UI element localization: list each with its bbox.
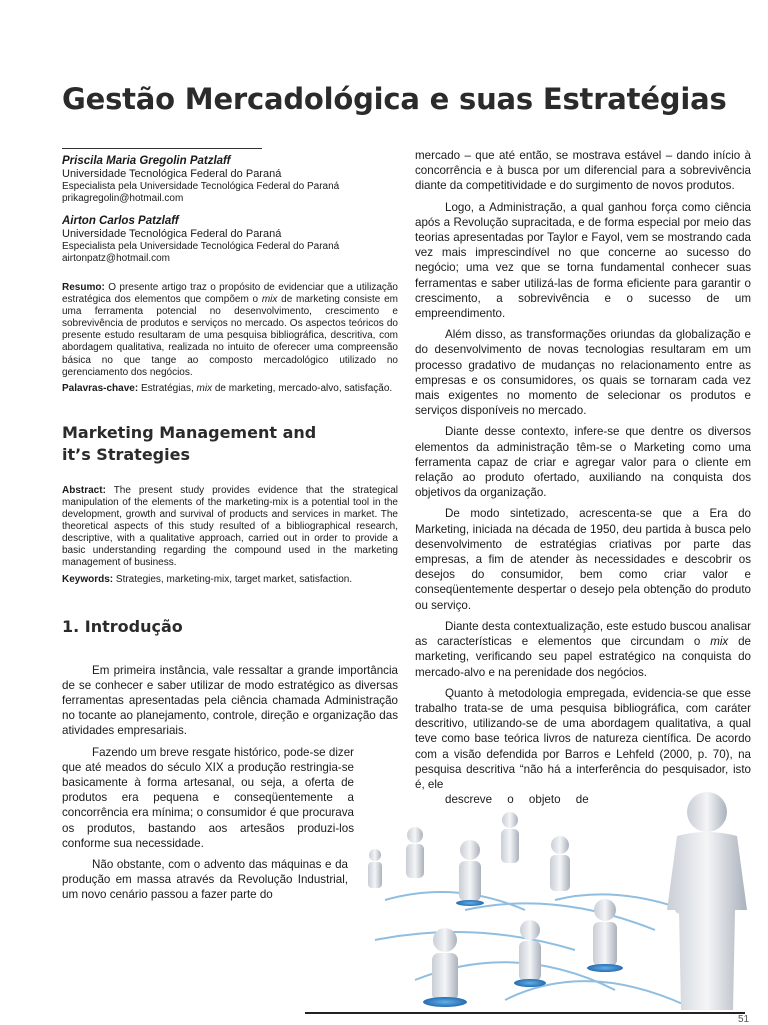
left-column <box>62 150 398 903</box>
paragraph: Diante desse contexto, infere-se que dentre os diversos elementos da administração têm-se o Marketing como uma ferramenta capaz de criar e agregar valor para o cliente em relação ao produto ofertado, auxiliando na conquista dos objetivos da organização. <box>415 425 751 500</box>
paragraph: mercado – que até então, se mostrava estável – dando início à concorrência e à busca por um diferencial para a sobrevivência diante da competitividade e do surgimento de novos produtos. <box>415 149 751 193</box>
resumo-text: de marketing consiste em uma ferramenta potencial no desenvolvimento, crescimento e sobrevivência de produtos e serviços no mercado. Os aspectos teóricos do presente estudo resultaram de uma pesquisa bibliográfica, descritiva, com abordagem qualitativa, realizada no intuito de oferecer uma compreensão básica no que tange ao composto mercadológico utilizado no gerenciamento dos negócios. <box>62 294 399 378</box>
keywords-label: Keywords: <box>62 573 114 585</box>
author-institution: Universidade Tecnológica Federal do Paraná <box>62 228 282 240</box>
paragraph <box>415 619 751 680</box>
paragraph: Logo, a Administração, a qual ganhou força como ciência após a Revolução supracitada, e de forma especial por meio das teorias apresentadas por Taylor e Fayol, vem se mostrando cada vez mais imprescindível no que concerne ao sucesso do negócio; uma vez que se torna fundamental conhecer suas ferramentas e saber utilizá-las de forma eficiente para garantir o crescimento, a sobrevivência e o sucesso de um empreendimento. <box>415 200 751 321</box>
author-name: Priscila Maria Gregolin Patzlaff <box>62 155 231 167</box>
mix-para-text: Diante desta contextualização, este estudo buscou analisar as características e elementos que circundam o <box>415 619 751 649</box>
keywords <box>62 574 398 586</box>
right-column <box>415 148 751 807</box>
abstract <box>62 485 398 570</box>
english-title <box>62 422 398 466</box>
palavras-mix: mix <box>196 382 213 394</box>
palavras-chave <box>62 383 398 395</box>
paragraph: Fazendo um breve resgate histórico, pode-se dizer que até meados do século XIX a produção restringia-se basicamente à forma artesanal, ou seja, a oferta de produtos era pequena e conseqüentemente a concorrência era mínima; o consumidor é que procurava os produtos, bastando aos artesãos produzi-los conforme sua necessidade. <box>62 745 354 850</box>
paragraph: Em primeira instância, vale ressaltar a grande importância de se conhecer e saber utilizar de modo estratégico as diversas ferramentas apresentadas pela ciência chamada Administração no tocante ao planejamento, controle, direção e organização das atividades empresariais. <box>62 663 398 738</box>
english-title-line: it’s Strategies <box>62 444 190 464</box>
resumo-label: Resumo: <box>62 282 105 293</box>
page-title: Gestão Mercadológica e suas Estratégias <box>62 82 727 116</box>
paragraph: De modo sintetizado, acrescenta-se que a Era do Marketing, iniciada na década de 1950, deu partida à busca pelo desenvolvimento de estratégias criativas por parte das empresas, a fim de atender às necessidades e descobrir os desejos do consumidor, bem como criar valor e conseqüentemente despertar o desejo pela obtenção do produto ou serviço. <box>415 507 751 612</box>
palavras-text: de marketing, mercado-alvo, satisfação. <box>212 382 393 394</box>
abstract-label: Abstract: <box>62 484 106 496</box>
paragraph: Quanto à metodologia empregada, evidencia-se que esse trabalho trata-se de uma pesquisa bibliográfica, com caráter descritivo, utilizando-se de uma abordagem qualitativa, a qual teve como base teórica livros de natureza científica. De acordo com a visão defendida por Barros e Lehfeld (2000, p. 70), na pesquisa descritiva “não há a interferência do pesquisador, isto é, ele <box>415 686 751 791</box>
resumo <box>62 282 398 379</box>
intro-heading: 1. Introdução <box>62 616 183 636</box>
author-name: Airton Carlos Patzlaff <box>62 215 179 227</box>
paragraph-tail: descreve o objeto de <box>445 793 589 807</box>
mix-para-text: de marketing, verificando seu papel estratégico na conquista do mercado-alvo e na perenidade dos negócios. <box>415 635 751 679</box>
author-block-2 <box>62 215 398 265</box>
paragraph: Não obstante, com o advento das máquinas e da produção em massa através da Revolução Industrial, um novo cenário passou a fazer parte do <box>62 858 348 902</box>
keywords-text: Strategies, marketing-mix, target market, satisfaction. <box>113 573 353 585</box>
intro-body <box>62 663 398 903</box>
author-degree: Especialista pela Universidade Tecnológica Federal do Paraná <box>62 241 340 252</box>
author-email: airtonpatz@hotmail.com <box>62 253 170 264</box>
paragraph: Além disso, as transformações oriundas da globalização e do desenvolvimento de novas tecnologias resultaram em um processo gradativo de mudanças no relacionamento entre as empresas e os consumidores, os quais se tornaram cada vez mais exigentes no momento de selecionar os produtos e serviços disponíveis no mercado. <box>415 328 751 418</box>
resumo-mix: mix <box>261 294 278 306</box>
abstract-text: The present study provides evidence that the strategical manipulation of the elements of the marketing-mix is a potential tool in the development, growth and survival of products and services in market. The theoretical aspects of this study resulted of a bibliographical research, descriptive, with a qualitative approach, carried out in order to provide a basic understanding regarding the compound used in the marketing management of business. <box>62 484 398 569</box>
resumo-text: O presente artigo traz o propósito de evidenciar que a utilização estratégica dos elementos que compõem o <box>62 282 398 306</box>
people-network-illustration <box>355 790 768 1010</box>
palavras-label: Palavras-chave: <box>62 382 139 394</box>
author-institution: Universidade Tecnológica Federal do Paraná <box>62 168 282 180</box>
author-email: prikagregolin@hotmail.com <box>62 193 184 204</box>
figure-small <box>368 812 695 1001</box>
palavras-text: Estratégias, <box>138 382 197 394</box>
english-title-line: Marketing Management and <box>62 422 317 442</box>
bottom-divider <box>305 1012 745 1014</box>
author-block-1 <box>62 155 398 205</box>
title-divider <box>62 148 262 149</box>
page-number: 51 <box>738 1014 750 1025</box>
figure-large <box>667 792 747 1010</box>
mix-italic: mix <box>710 635 729 649</box>
author-degree: Especialista pela Universidade Tecnológica Federal do Paraná <box>62 181 340 192</box>
